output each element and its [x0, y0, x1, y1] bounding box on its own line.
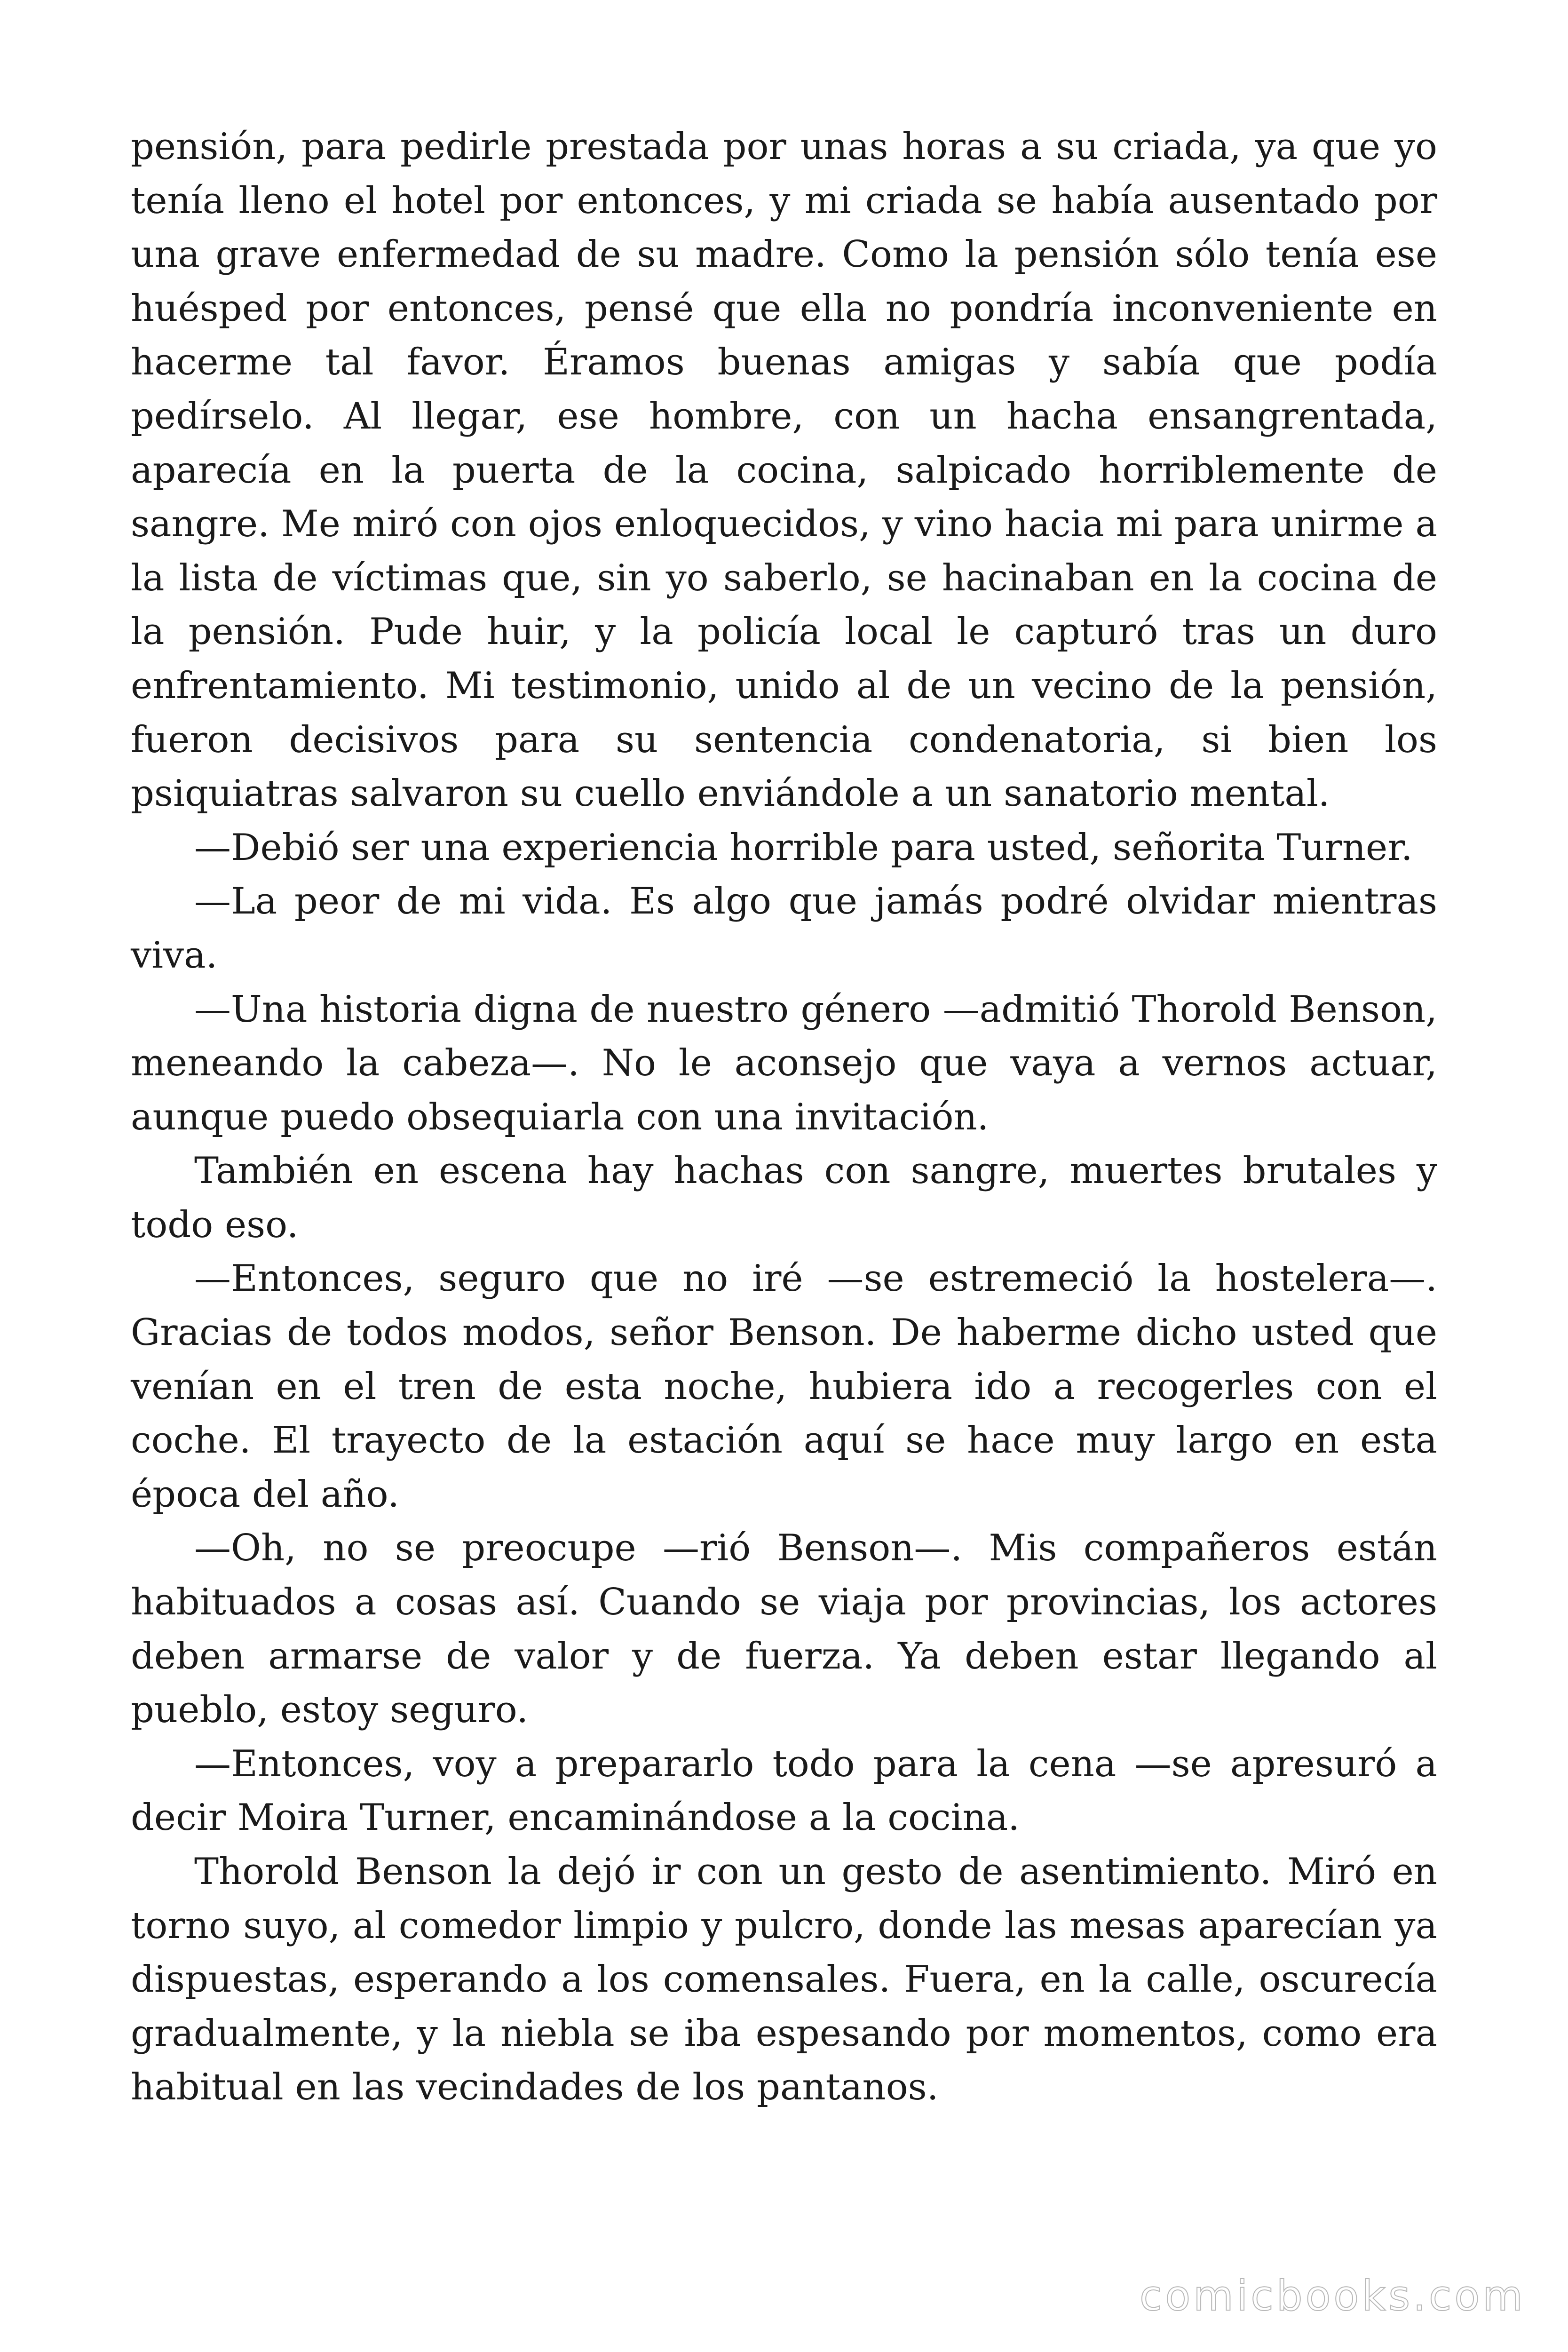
paragraph-7: —Oh, no se preocupe —rió Benson—. Mis compañeros están habituados a cosas así. Cuando se viaja por provincias, los actores deben armarse de valor y de fuerza. Ya deben estar llegando al pueblo, estoy seguro. — [131, 1527, 1437, 1732]
paragraph-1: pensión, para pedirle prestada por unas horas a su criada, ya que yo tenía lleno el hotel por entonces, y mi criada se había ausentado por una grave enfermedad de su madre. Como la pensión sólo tenía ese huésped por entonces, pensé que ella no pondría inconveniente en hacerme tal favor. Éramos buenas amigas y sabía que podía pedírselo. Al llegar, ese hombre, con un hacha ensangrentada, aparecía en la puerta de la cocina, salpicado horriblemente de sangre. Me miró con ojos enloquecidos, y vino hacia mi para unirme a la lista de víctimas que, sin yo saberlo, se hacinaban en la cocina de la pensión. Pude huir, y la policía local le capturó tras un duro enfrentamiento. Mi testimonio, unido al de un vecino de la pensión, fueron decisivos para su sentencia condenatoria, si bien los psiquiatras salvaron su cuello enviándole a un sanatorio mental. — [131, 126, 1437, 815]
body-text — [131, 120, 1437, 2114]
paragraph-2: —Debió ser una experiencia horrible para usted, señorita Turner. — [194, 826, 1413, 869]
paragraph-9: Thorold Benson la dejó ir con un gesto de asentimiento. Miró en torno suyo, al comedor limpio y pulcro, donde las mesas aparecían ya dispuestas, esperando a los comensales. Fuera, en la calle, oscurecía gradualmente, y la niebla se iba espesando por momentos, como era habitual en las vecindades de los pantanos. — [131, 1851, 1437, 2109]
paragraph-3: —La peor de mi vida. Es algo que jamás podré olvidar mientras viva. — [131, 880, 1437, 977]
paragraph-5: También en escena hay hachas con sangre, muertes brutales y todo eso. — [131, 1150, 1437, 1246]
watermark: comicbooks.com — [1139, 2272, 1526, 2320]
paragraph-4: —Una historia digna de nuestro género —admitió Thorold Benson, meneando la cabeza—. No le aconsejo que vaya a vernos actuar, aunque puedo obsequiarla con una invitación. — [131, 988, 1437, 1138]
paragraph-8: —Entonces, voy a prepararlo todo para la cena —se apresuró a decir Moira Turner, encaminándose a la cocina. — [131, 1742, 1437, 1839]
paragraph-6: —Entonces, seguro que no iré —se estremeció la hostelera—. Gracias de todos modos, señor Benson. De haberme dicho usted que venían en el tren de esta noche, hubiera ido a recogerles con el coche. El trayecto de la estación aquí se hace muy largo en esta época del año. — [131, 1257, 1437, 1516]
